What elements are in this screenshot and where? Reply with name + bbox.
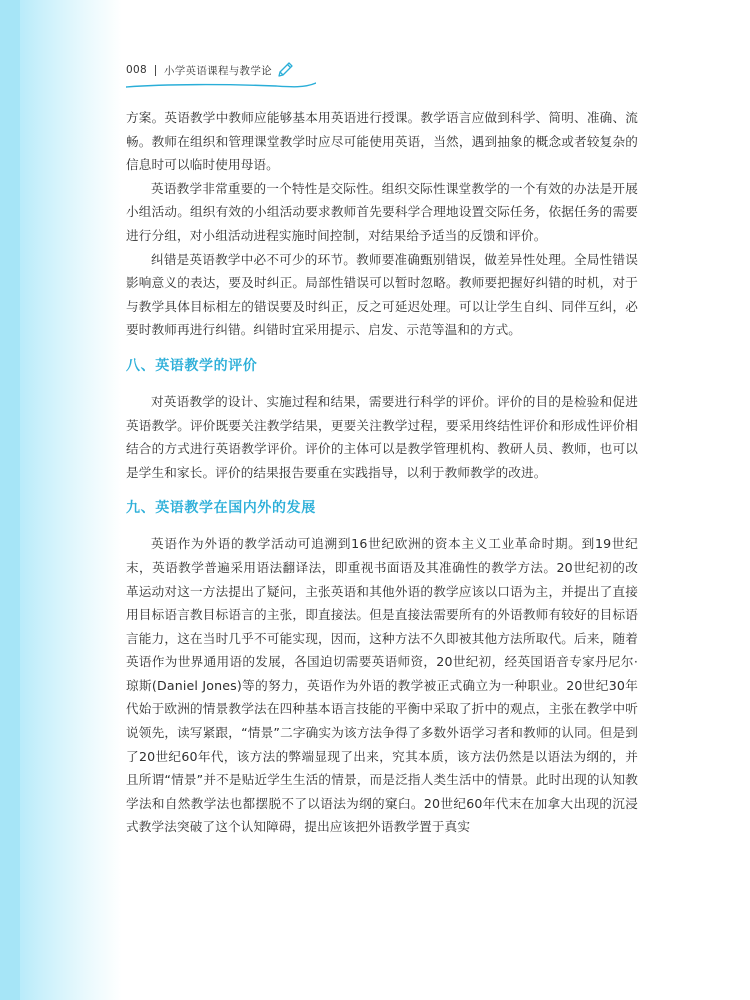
pencil-icon <box>276 61 294 79</box>
section-heading: 八、英语教学的评价 <box>126 357 258 374</box>
body-paragraph: 英语作为外语的教学活动可追溯到16世纪欧洲的资本主义工业革命时期。到19世纪末，英语教学普遍采用语法翻译法，即重视书面语及其准确性的教学方法。20世纪初的改革运动对这一方法提出了疑问，主张英语和其他外语的教学应该以口语为主，并提出了直接用目标语言教目标语言的主张，即直接法。但是直接法需要所有的外语教师有较好的目标语言能力，这在当时几乎不可能实现，因而，这种方法不久即被其他方法所取代。后来，随着英语作为世界通用语的发展，各国迫切需要英语师资，20世纪初，经英国语音专家丹尼尔·琼斯(Daniel Jones)等的努力，英语作为外语的教学被正式确立为一种职业。20世纪30年代始于欧洲的情景教学法在四种基本语言技能的平衡中采取了折中的观点，主张在教学中听说领先，读写紧跟，“情景”二字确实为该方法争得了多数外语学习者和教师的认同。但是到了20世纪60年代，该方法的弊端显现了出来，究其本质，该方法仍然是以语法为纲的，并且所谓“情景”并不是贴近学生生活的情景，而是泛指人类生活中的情景。此时出现的认知教学法和自然教学法也都摆脱不了以语法为纲的窠臼。20世纪60年代末在加拿大出现的沉浸式教学法突破了这个认知障碍，提出应该把外语教学置于真实 <box>126 536 638 835</box>
header-divider <box>155 65 156 76</box>
running-header <box>126 60 294 80</box>
page-number: 008 <box>126 64 147 76</box>
body-paragraph: 纠错是英语教学中必不可少的环节。教师要准确甄别错误，做差异性处理。全局性错误影响意义的表达，要及时纠正。局部性错误可以暂时忽略。教师要把握好纠错的时机，对于与教学具体目标相左的错误要及时纠正，反之可延迟处理。可以让学生自纠、同伴互纠，必要时教师再进行纠错。纠错时宜采用提示、启发、示范等温和的方式。 <box>126 251 638 338</box>
book-title: 小学英语课程与教学论 <box>163 64 272 77</box>
page-body <box>126 106 638 839</box>
header-underline <box>126 80 316 92</box>
section-heading: 九、英语教学在国内外的发展 <box>126 500 316 517</box>
decorative-side-bar <box>0 0 20 1000</box>
body-paragraph: 方案。英语教学中教师应能够基本用英语进行授课。教学语言应做到科学、简明、准确、流畅。教师在组织和管理课堂教学时应尽可能使用英语，当然，遇到抽象的概念或者较复杂的信息时可以临时使用母语。 <box>126 110 638 173</box>
body-paragraph: 英语教学非常重要的一个特性是交际性。组织交际性课堂教学的一个有效的办法是开展小组活动。组织有效的小组活动要求教师首先要科学合理地设置交际任务，依据任务的需要进行分组，对小组活动进程实施时间控制，对结果给予适当的反馈和评价。 <box>126 180 638 243</box>
body-paragraph: 对英语教学的设计、实施过程和结果，需要进行科学的评价。评价的目的是检验和促进英语教学。评价既要关注教学结果，更要关注教学过程，要采用终结性评价和形成性评价相结合的方式进行英语教学评价。评价的主体可以是教学管理机构、教研人员、教师，也可以是学生和家长。评价的结果报告要重在实践指导，以利于教师教学的改进。 <box>126 393 638 480</box>
